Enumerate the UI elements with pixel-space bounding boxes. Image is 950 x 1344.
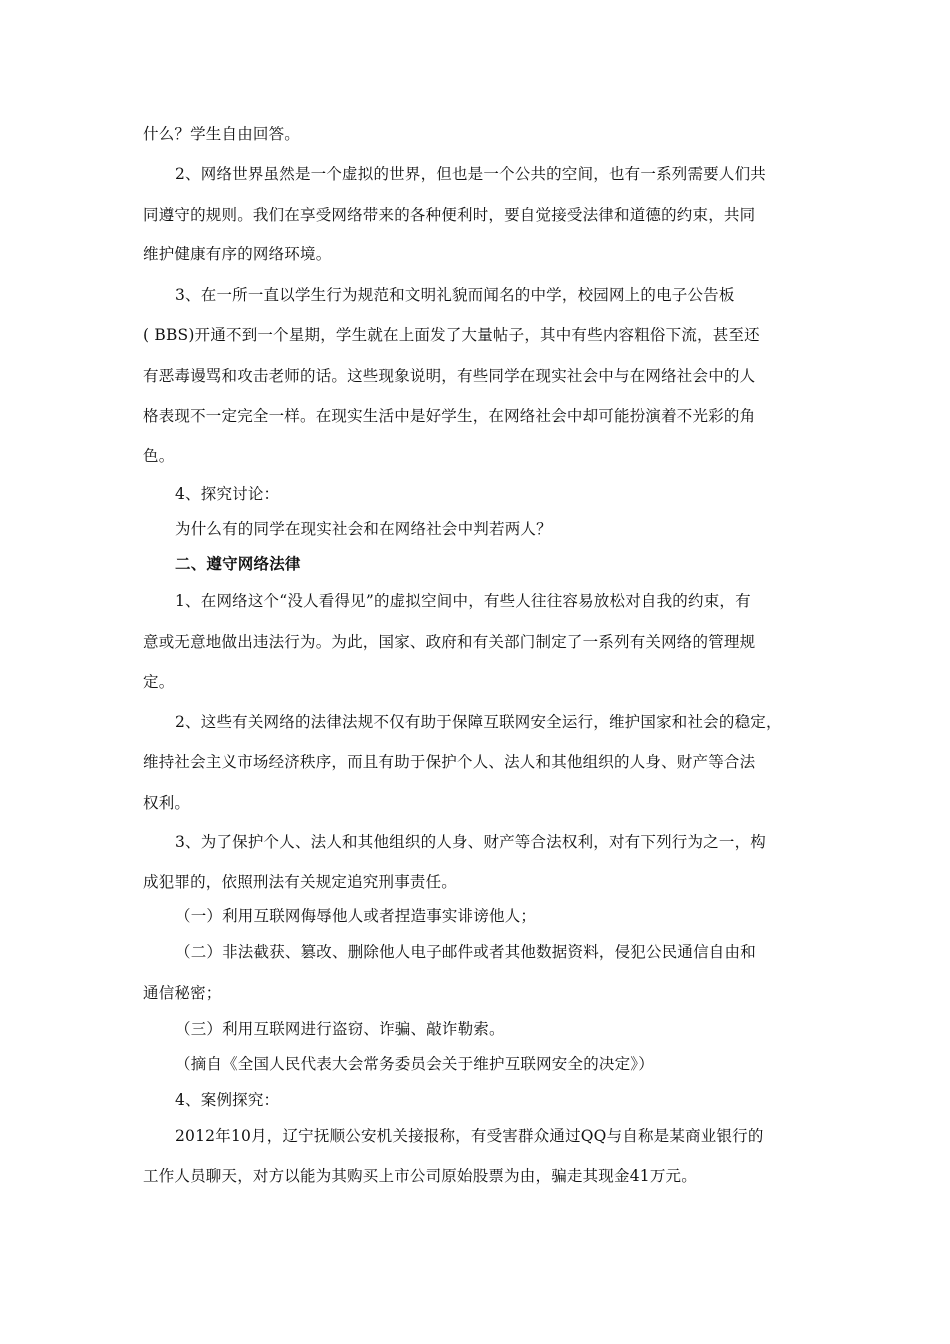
paragraph-line: 成犯罪的，依照刑法有关规定追究刑事责任。: [143, 873, 458, 891]
paragraph-line: 色。: [143, 447, 175, 465]
paragraph-line: 意或无意地做出违法行为。为此，国家、政府和有关部门制定了一系列有关网络的管理规: [143, 633, 756, 651]
paragraph-line: 2、这些有关网络的法律法规不仅有助于保障互联网安全运行，维护国家和社会的稳定，: [175, 713, 782, 731]
paragraph-line: 4、案例探究：: [175, 1091, 280, 1109]
paragraph-line: 定。: [143, 673, 175, 691]
citation-line: （摘自《全国人民代表大会常务委员会关于维护互联网安全的决定》）: [175, 1055, 654, 1073]
paragraph-line: 2012年10月，辽宁抚顺公安机关接报称，有受害群众通过QQ与自称是某商业银行的: [175, 1127, 764, 1145]
list-item: （三）利用互联网进行盗窃、诈骗、敲诈勒索。: [175, 1020, 505, 1038]
paragraph-line: 工作人员聊天，对方以能为其购买上市公司原始股票为由，骗走其现金41万元。: [143, 1167, 697, 1185]
paragraph-line: 1、在网络这个“没人看得见”的虚拟空间中，有些人往往容易放松对自我的约束，有: [175, 592, 751, 610]
paragraph-line: 维护健康有序的网络环境。: [143, 245, 332, 263]
paragraph-line: 3、为了保护个人、法人和其他组织的人身、财产等合法权利，对有下列行为之一，构: [175, 833, 766, 851]
list-item: 通信秘密；: [143, 984, 222, 1002]
paragraph-line: 什么？学生自由回答。: [143, 125, 301, 143]
paragraph-line: 有恶毒谩骂和攻击老师的话。这些现象说明，有些同学在现实社会中与在网络社会中的人: [143, 367, 756, 385]
paragraph-line: 2、网络世界虽然是一个虚拟的世界，但也是一个公共的空间，也有一系列需要人们共: [175, 165, 766, 183]
paragraph-line: 为什么有的同学在现实社会和在网络社会中判若两人？: [175, 520, 552, 538]
list-item: （一）利用互联网侮辱他人或者捏造事实诽谤他人；: [175, 907, 537, 925]
paragraph-line: 4、探究讨论：: [175, 485, 280, 503]
paragraph-line: 同遵守的规则。我们在享受网络带来的各种便利时，要自觉接受法律和道德的约束，共同: [143, 206, 756, 224]
paragraph-line: 权利。: [143, 794, 191, 812]
paragraph-line: 维持社会主义市场经济秩序，而且有助于保护个人、法人和其他组织的人身、财产等合法: [143, 753, 756, 771]
paragraph-line: ( BBS)开通不到一个星期，学生就在上面发了大量帖子，其中有些内容粗俗下流，甚至还: [143, 326, 760, 344]
list-item: （二）非法截获、篡改、删除他人电子邮件或者其他数据资料，侵犯公民通信自由和: [175, 943, 756, 961]
section-heading: 二、遵守网络法律: [175, 555, 301, 573]
paragraph-line: 格表现不一定完全一样。在现实生活中是好学生，在网络社会中却可能扮演着不光彩的角: [143, 407, 756, 425]
paragraph-line: 3、在一所一直以学生行为规范和文明礼貌而闻名的中学，校园网上的电子公告板: [175, 286, 735, 304]
